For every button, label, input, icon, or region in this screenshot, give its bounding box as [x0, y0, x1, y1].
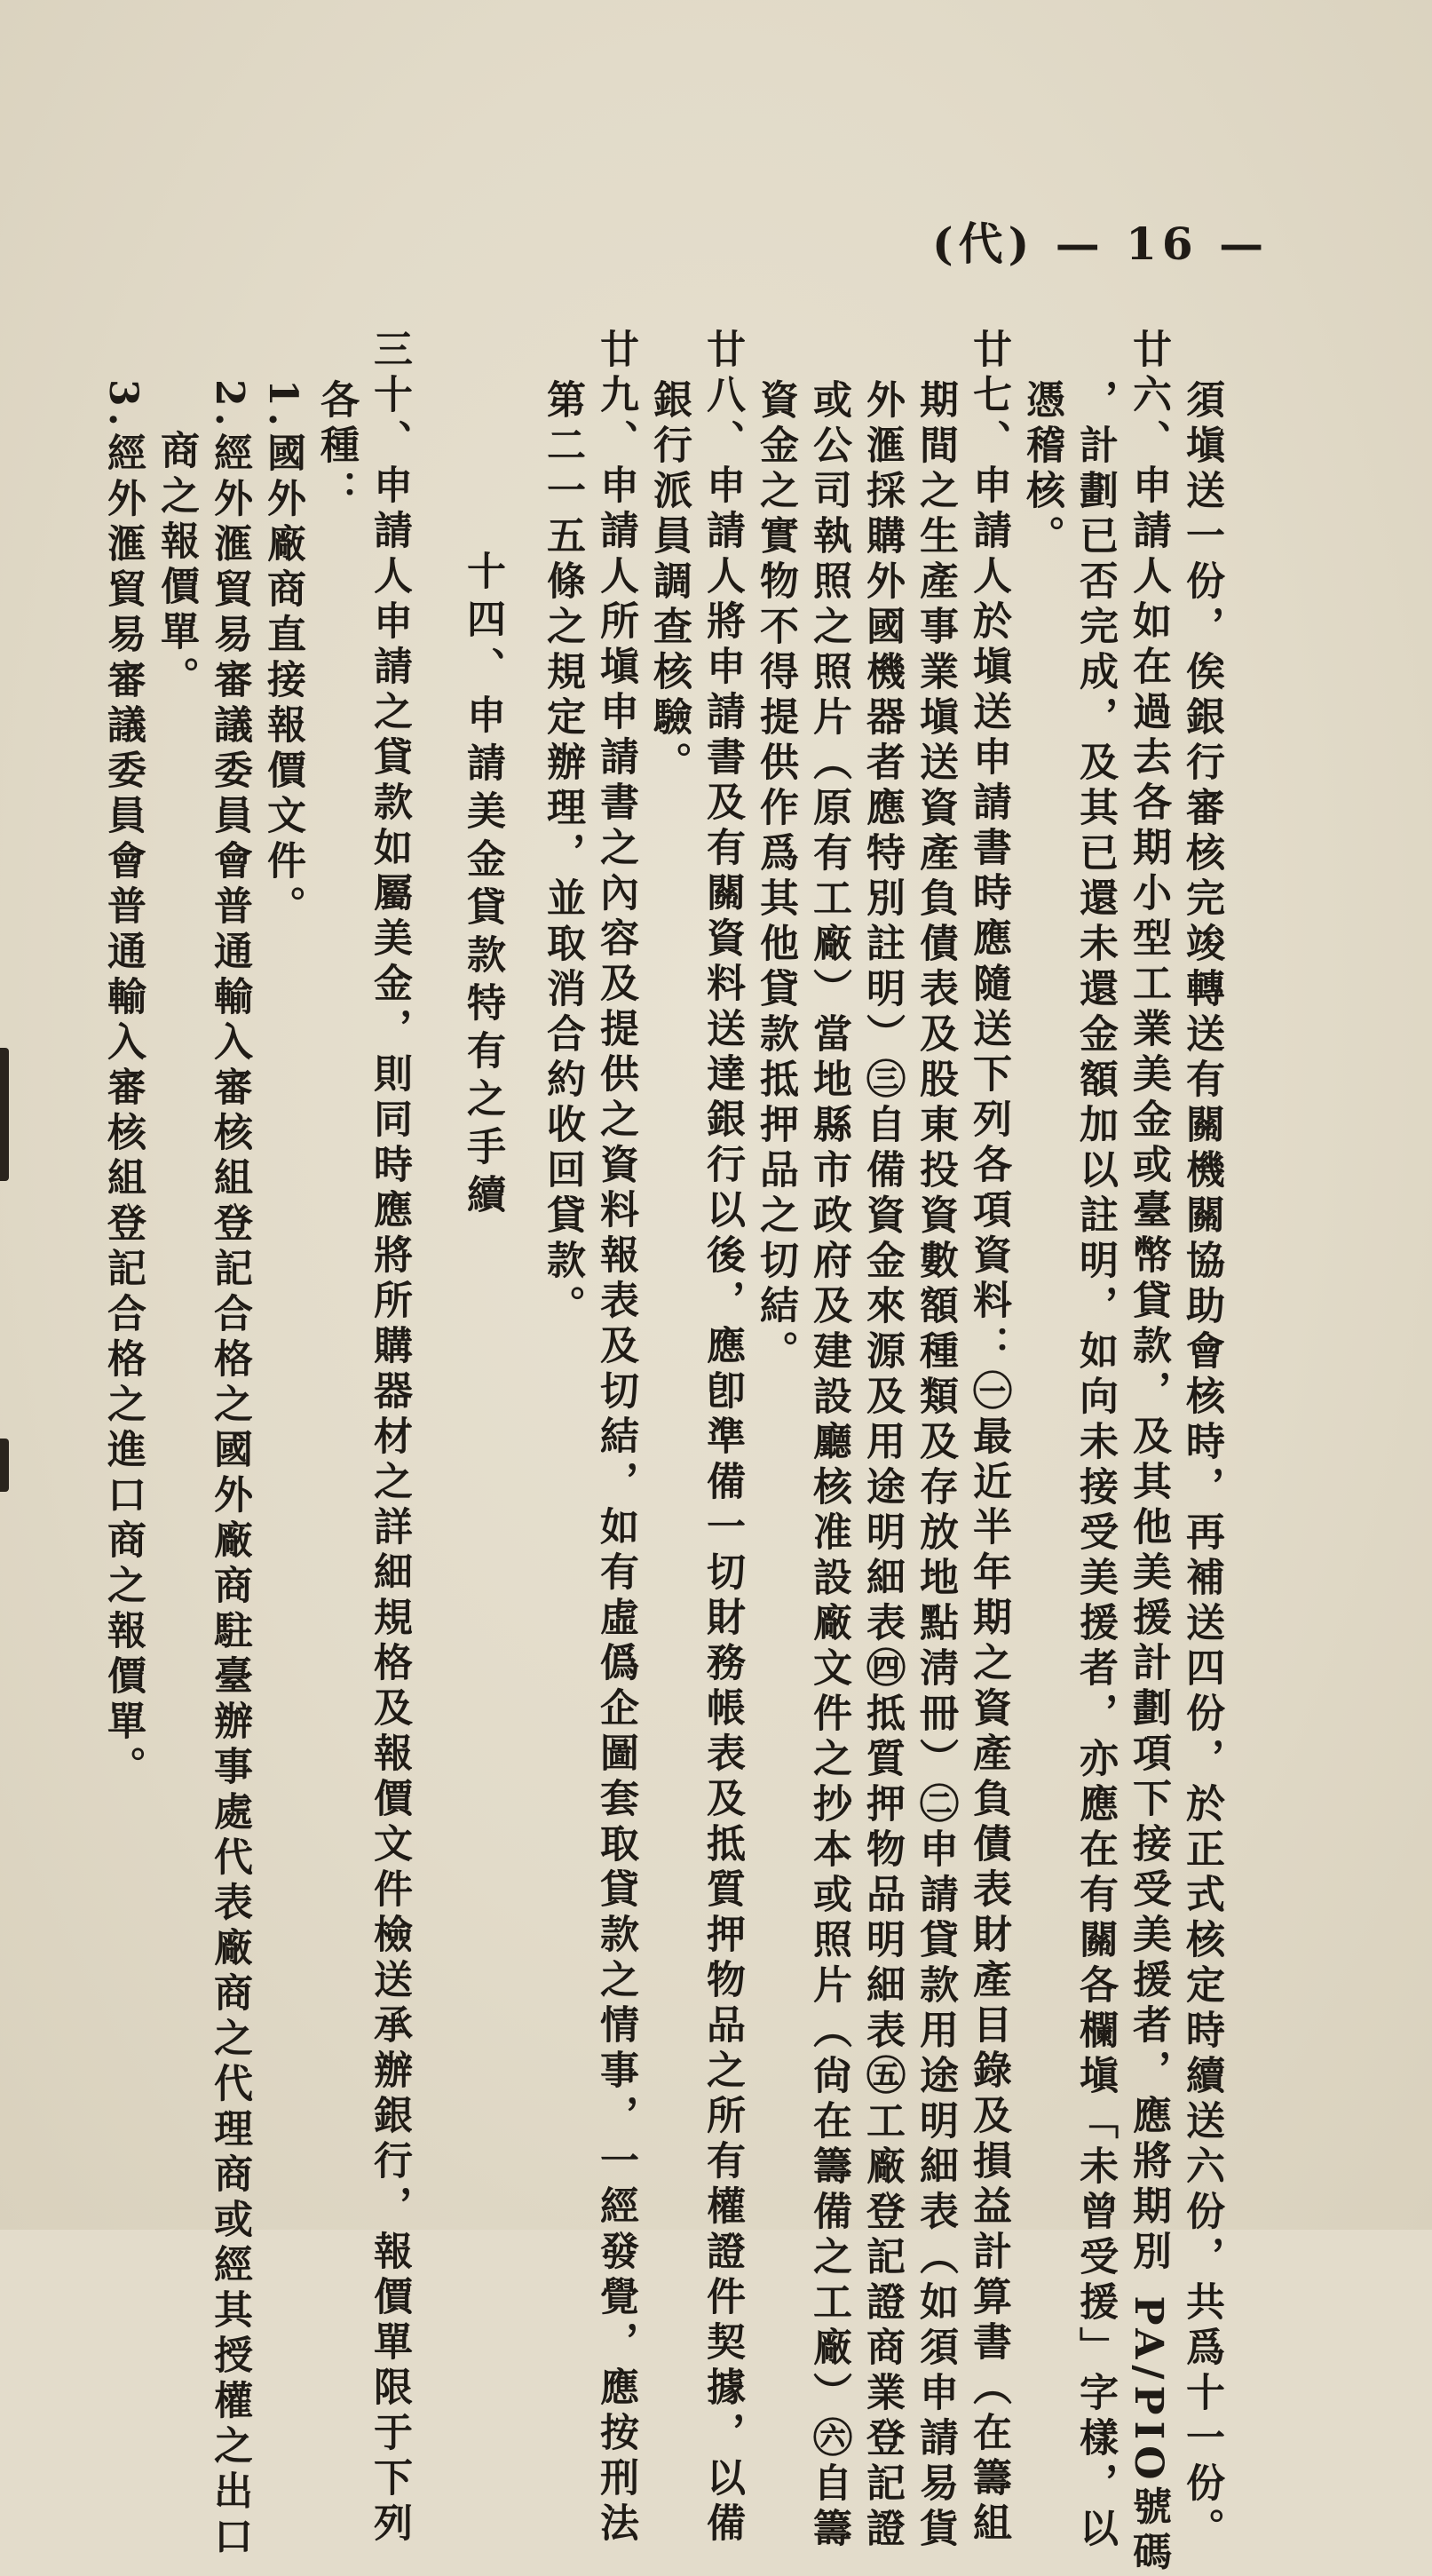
text-column: 廿七、申請人於塡送申請書時應隨送下列各項資料：㊀最近半年期之資產負債表財產目錄及損益計算書（在籌組 — [966, 329, 1011, 2548]
text-column: 資金之實物不得提供作爲其他貸款抵押品之切結。 — [753, 379, 798, 1375]
text-column: 各種： — [313, 379, 359, 515]
list-item: 3.經外滙貿易審議委員會普通輸入審核組登記合格之進口商之報價單。 — [100, 379, 146, 1791]
text-column: 廿六、申請人如在過去各期小型工業美金或臺幣貸款，及其他美援計劃項下接受美援者，應將期別 PA/PIO號碼 — [1126, 329, 1171, 2576]
text-column: 三十、申請人申請之貸款如屬美金，則同時應將所購器材之詳細規格及報價文件檢送承辦銀行，報價單限于下列 — [367, 329, 412, 2548]
binding-mark — [0, 1048, 9, 1181]
list-item-continuation: 商之報價單。 — [154, 430, 199, 701]
binding-mark — [0, 1439, 9, 1492]
page-header: (代) — 16 — — [932, 218, 1270, 270]
list-item: 2.經外滙貿易審議委員會普通輸入審核組登記合格之國外廠商駐臺辦事處代表廠商之代理商或經其授權之出口 — [207, 379, 252, 2561]
text-column: 廿八、申請人將申請書及有關資料送達銀行以後，應卽準備一切財務帳表及抵質押物品之所有權證件契據，以備 — [700, 329, 745, 2548]
text-column: 廿九、申請人所塡申請書之內容及提供之資料報表及切結，如有虛僞企圖套取貸款之情事，一經發覺，應按刑法 — [593, 329, 638, 2548]
text-column: 或公司執照之照片（原有工廠）當地縣市政府及建設廳核准設廠文件之抄本或照片（尙在籌備之工廠）㊅自籌 — [806, 379, 851, 2553]
text-column: 第二一五條之規定辦理，並取消合約收回貸款。 — [540, 379, 585, 1330]
text-column: 銀行派員調查核驗。 — [646, 379, 692, 787]
text-column: 期間之生產事業塡送資產負債表及股東投資數額種類及存放地點淸冊）㊁申請貸款用途明細表（如須申請易貨 — [913, 379, 958, 2553]
list-item: 1.國外廠商直接報價文件。 — [260, 379, 305, 931]
section-heading: 十四、申請美金貸款特有之手續 — [460, 551, 505, 1222]
text-column: 外滙採購外國機器者應特別註明）㊂自備資金來源及用途明細表㊃抵質押物品明細表㊄工廠登記證商業登記證 — [859, 379, 905, 2553]
vertical-text-body — [96, 329, 1228, 2576]
text-column: 憑稽核。 — [1019, 379, 1064, 560]
text-column: ，計劃已否完成，及其已還未還金額加以註明，如向未接受美援者，亦應在有關各欄塡「未曾受援」字樣，以 — [1072, 379, 1118, 2553]
text-column: 須塡送一份，俟銀行審核完竣轉送有關機關協助會核時，再補送四份，於正式核定時續送六份，共爲十一份。 — [1179, 379, 1224, 2553]
